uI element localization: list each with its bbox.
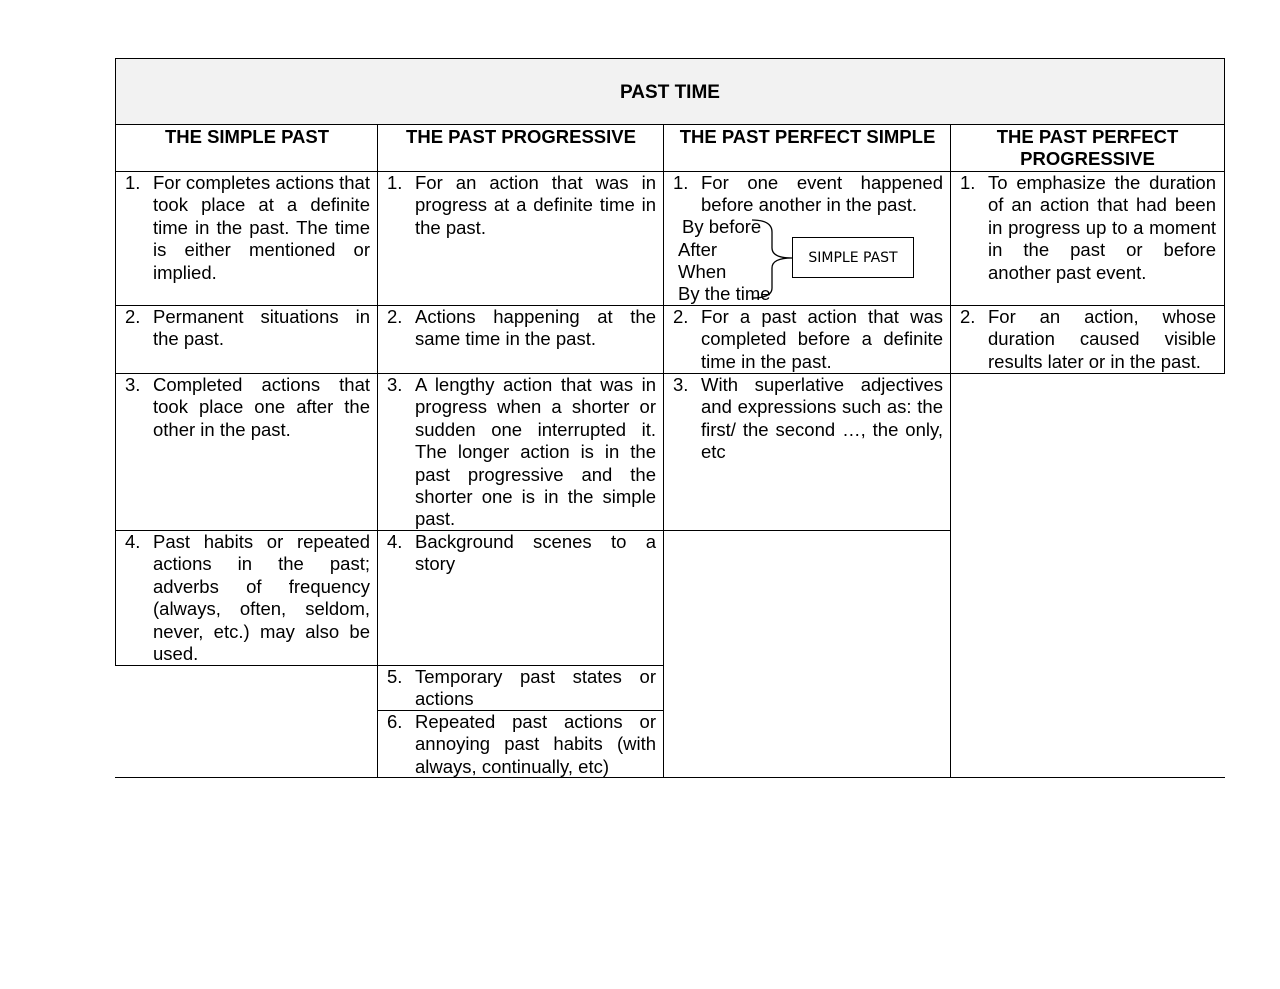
- past-progressive-item-4: [377, 530, 664, 666]
- item-number: 4.: [125, 531, 141, 552]
- header-past-perfect-progressive: THE PAST PERFECT PROGRESSIVE: [950, 125, 1225, 172]
- header-past-perfect-simple: THE PAST PERFECT SIMPLE: [663, 125, 951, 172]
- item-number: 4.: [387, 531, 403, 552]
- past-progressive-item-2: [377, 305, 664, 374]
- past-progressive-item-5: [377, 665, 664, 711]
- item-text: A lengthy action that was in progress when a shorter or sudden one interrupted it. The longer action is in the past progressive and the shorter one is in the simple past.: [415, 374, 656, 530]
- time-word-after: After: [678, 239, 718, 260]
- item-text: Completed actions that took place one after the other in the past.: [153, 374, 370, 440]
- item-number: 2.: [673, 306, 689, 327]
- item-text: For an action, whose duration caused visible results later or in the past.: [988, 306, 1216, 372]
- header-past-progressive: THE PAST PROGRESSIVE: [377, 125, 664, 172]
- item-number: 1.: [125, 172, 141, 193]
- past-perfect-simple-empty-cell: [663, 530, 951, 778]
- simple-past-item-1: [115, 171, 378, 306]
- item-number: 1.: [387, 172, 403, 193]
- item-number: 6.: [387, 711, 403, 732]
- item-number: 2.: [960, 306, 976, 327]
- item-text: For an action that was in progress at a definite time in the past.: [415, 172, 656, 238]
- item-text: Temporary past states or actions: [415, 666, 656, 710]
- past-perfect-simple-item-3: [663, 373, 951, 531]
- item-text: For completes actions that took place at a definite time in the past. The time is either mentioned or implied.: [153, 172, 370, 283]
- item-number: 5.: [387, 666, 403, 687]
- item-text: With superlative adjectives and expressions such as: the first/ the second …, the only, etc: [701, 374, 943, 463]
- time-word-when: When: [678, 261, 727, 282]
- item-number: 3.: [125, 374, 141, 395]
- item-text: Permanent situations in the past.: [153, 306, 370, 350]
- item-number: 3.: [673, 374, 689, 395]
- past-perfect-progressive-item-2: [950, 305, 1225, 374]
- time-word-by-before: By before: [682, 216, 762, 237]
- table-title: PAST TIME: [115, 58, 1225, 125]
- item-text: For a past action that was completed before a definite time in the past.: [701, 306, 943, 372]
- simple-past-item-2: [115, 305, 378, 374]
- item-number: 2.: [125, 306, 141, 327]
- item-text: To emphasize the duration of an action that had been in progress up to a moment in the past or before another past event.: [988, 172, 1216, 283]
- item-text: For one event happened before another in the past.: [701, 172, 943, 216]
- header-simple-past: THE SIMPLE PAST: [115, 125, 378, 172]
- simple-past-box: SIMPLE PAST: [792, 237, 914, 278]
- past-perfect-progressive-item-1: [950, 171, 1225, 306]
- item-number: 2.: [387, 306, 403, 327]
- past-progressive-item-3: [377, 373, 664, 531]
- item-number: 1.: [673, 172, 689, 193]
- item-text: Past habits or repeated actions in the past; adverbs of frequency (always, often, seldom, never, etc.) may also be used.: [153, 531, 370, 665]
- simple-past-item-4: [115, 530, 378, 666]
- past-progressive-item-6: [377, 710, 664, 778]
- item-text: Background scenes to a story: [415, 531, 656, 575]
- past-perfect-simple-item-2: [663, 305, 951, 374]
- item-text: Actions happening at the same time in the past.: [415, 306, 656, 350]
- past-progressive-item-1: [377, 171, 664, 306]
- simple-past-item-3: [115, 373, 378, 531]
- time-word-by-the-time: By the time: [678, 283, 771, 304]
- item-number: 3.: [387, 374, 403, 395]
- past-perfect-progressive-empty-cell: [950, 373, 1225, 778]
- simple-past-empty-cell: [115, 665, 378, 778]
- item-number: 1.: [960, 172, 976, 193]
- item-text: Repeated past actions or annoying past habits (with always, continually, etc): [415, 711, 656, 777]
